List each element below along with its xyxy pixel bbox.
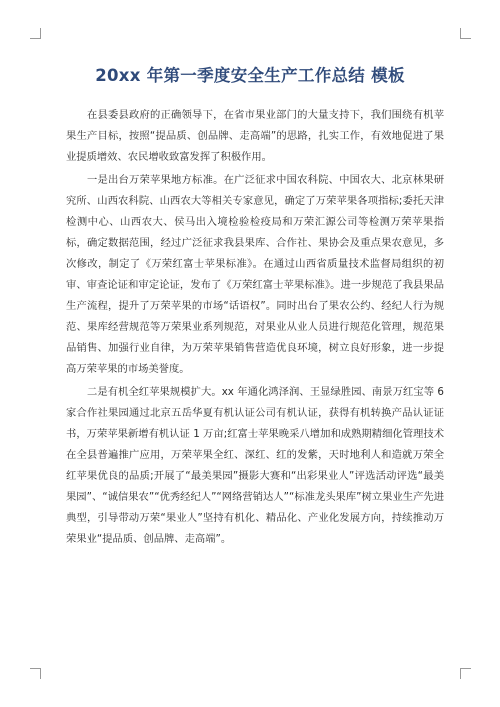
crop-mark-bottom-right [460,668,471,679]
crop-mark-top-right [460,28,471,39]
paragraph-standard: 一是出台万荣苹果地方标准。在广泛征求中国农科院、中国农大、北京林果研究所、山西农科院、山西农大等相关专家意见，确定了万荣苹果各项指标;委托天津检测中心、山西农大、侯马出入境检验检疫局和万荣汇源公司等检测万荣苹果指标，确定数据范围，经过广泛征求我县果库、合作社、果协会及重点果农意见，多次修改，制定了《万荣红富士苹果标准》。在通过山西省质量技术监督局组织的初审、审查论证和审定论证，发布了《万荣红富士苹果标准》。进一步规范了我县果品生产流程，提升了万荣苹果的市场“话语权”。同时出台了果农公约、经纪人行为规范、果库经营规范等万荣果业系列规范，对果业从业人员进行规范化管理，规范果品销售、加强行业自律，为万荣苹果销售营造优良环境，树立良好形象，进一步提高万荣苹果的市场美誉度。 [66,174,444,375]
crop-mark-top-left [30,28,41,39]
document-title: 20xx 年第一季度安全生产工作总结 模板 [95,66,405,85]
paragraph-intro: 在县委县政府的正确领导下，在省市果业部门的大量支持下，我们围绕有机苹果生产目标，按照“提品质、创品牌、走高端”的思路，扎实工作，有效地促进了果业提质增效、农民增收致富发挥了积极作用。 [66,109,444,163]
paragraph-organic: 二是有机全红苹果规模扩大。xx 年通化鸿泽润、王显绿胜园、南景万红宝等 6 家合作社果园通过北京五岳华夏有机认证公司有机认证，获得有机转换产品认证证书，万荣苹果新增有机认证 1 万亩;红富士苹果晚采八增加和成熟期精细化管理技术在全县普遍推广应用，万荣苹果全红、深红、红的发紫，天时地利人和造就万荣全红苹果优良的品质;开展了“最美果园”摄影大赛和“出彩果业人”评选活动评选“最美果园”、“诚信果农”“优秀经纪人”“网络营销达人”“标准龙头果库”树立果业生产先进典型，引导带动万荣“果业人”坚持有机化、精品化、产业化发展方向，持续推动万荣果业“提品质、创品牌、走高端”。 [66,386,444,545]
document-body [66,105,444,552]
crop-mark-bottom-left [30,668,41,679]
